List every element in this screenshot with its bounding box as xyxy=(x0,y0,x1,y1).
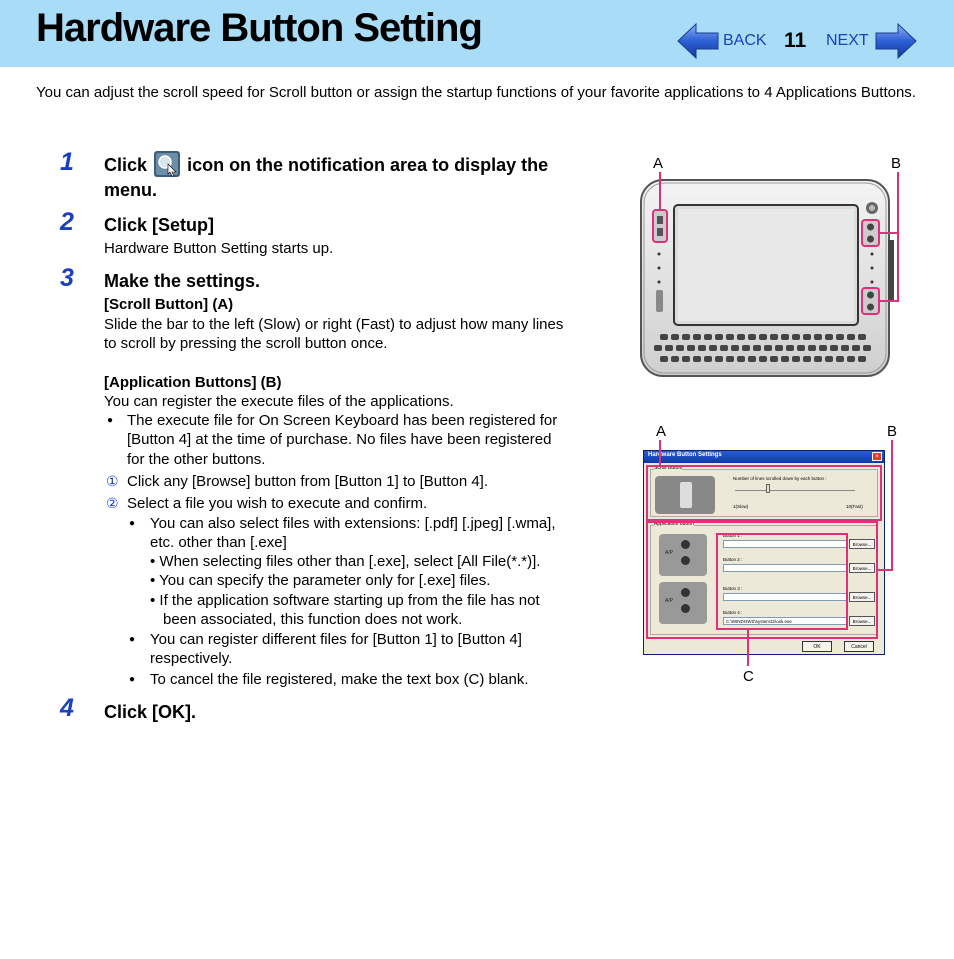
step-2-number: 2 xyxy=(60,208,74,236)
button1-label: Button 1 : xyxy=(723,533,743,538)
step-2-body: Hardware Button Setting starts up. xyxy=(104,240,334,257)
bullet-icon: ● xyxy=(129,518,136,529)
step-marker-2: ② xyxy=(106,495,119,511)
intro-text: You can adjust the scroll speed for Scroll button or assign the startup functions of your favorite applications to 4 Applications Buttons. xyxy=(36,84,916,101)
scroll-text-line1: Slide the bar to the left (Slow) or right (Fast) to adjust how many lines xyxy=(104,316,564,333)
dot2-text: You can specify the parameter only for [.exe] files. xyxy=(159,572,491,589)
step-1-text-before: Click xyxy=(104,155,148,175)
sub2-line1: You can register different files for [Button 1] to [Button 4] xyxy=(150,631,522,648)
app-group-label: Application button xyxy=(654,521,694,527)
button4-label: Button 4 : xyxy=(723,610,743,615)
step-1-number: 1 xyxy=(60,148,74,176)
step-3-number: 3 xyxy=(60,264,74,292)
sub2-line2: respectively. xyxy=(150,650,233,667)
dot-item-3: • If the application software starting up from the file has not xyxy=(150,592,540,609)
step-1-heading xyxy=(104,153,548,178)
dot1-text: When selecting files other than [.exe], select [All File(*.*)]. xyxy=(159,553,541,570)
header-bar xyxy=(0,0,954,67)
step-2-heading: Click [Setup] xyxy=(104,215,215,235)
button3-label: Button 3 : xyxy=(723,586,743,591)
device-illustration xyxy=(636,150,908,382)
step-marker-1: ① xyxy=(106,473,119,489)
dot3-text: If the application software starting up from the file has not xyxy=(159,592,540,609)
scroll-text-line2: to scroll by pressing the scroll button once. xyxy=(104,335,388,352)
step-4-heading: Click [OK]. xyxy=(104,702,197,722)
sub1-line1: You can also select files with extensions: [.pdf] [.jpeg] [.wma], xyxy=(150,515,556,532)
ap-label: A/P xyxy=(665,550,674,556)
hardware-button-setting-icon xyxy=(154,151,180,177)
application-buttons-heading: [Application Buttons] (B) xyxy=(104,374,282,391)
dialog-title: Hardware Button Settings xyxy=(648,452,722,458)
figure1-label-b: B xyxy=(891,155,902,172)
page-number: 11 xyxy=(784,29,807,52)
fast-label: 10(Fast) xyxy=(846,504,863,509)
bullet-icon: ● xyxy=(129,634,136,645)
back-link[interactable]: BACK xyxy=(723,32,767,49)
bullet-icon: ● xyxy=(129,674,136,685)
page-title: Hardware Button Setting xyxy=(36,6,482,50)
browse-button-1[interactable]: Browse... xyxy=(849,539,875,549)
step-3-heading: Make the settings. xyxy=(104,271,261,291)
item1-text: Click any [Browse] button from [Button 1] to [Button 4]. xyxy=(127,473,489,490)
scroll-group-label: Scroll Button xyxy=(654,465,683,471)
browse-button-4[interactable]: Browse... xyxy=(849,616,875,626)
scroll-button-heading: [Scroll Button] (A) xyxy=(104,296,234,313)
settings-dialog-figure xyxy=(640,420,900,690)
button2-label: Button 2 : xyxy=(723,557,743,562)
device-figure xyxy=(636,150,908,382)
leader-lines xyxy=(640,420,900,690)
next-arrow-icon[interactable] xyxy=(874,22,918,60)
dot-item-1: • When selecting files other than [.exe], select [All File(*.*)]. xyxy=(150,553,541,570)
bullet-icon: ● xyxy=(107,415,114,426)
figure2-label-b: B xyxy=(887,423,898,440)
sub3-text: To cancel the file registered, make the text box (C) blank. xyxy=(150,671,529,688)
back-arrow-icon[interactable] xyxy=(676,22,720,60)
app-text-line1: You can register the execute files of the applications. xyxy=(104,393,454,410)
button4-field[interactable]: C:\WINDOWS\system32\osk.exe xyxy=(723,617,847,625)
scroll-description: Number of lines scrolled down by each button : xyxy=(733,476,827,481)
slow-label: 1(Slow) xyxy=(733,504,749,509)
ap-label: A/P xyxy=(665,598,674,604)
sub1-line2: etc. other than [.exe] xyxy=(150,534,287,551)
dot-item-2: • You can specify the parameter only for [.exe] files. xyxy=(150,572,491,589)
dot3-line2: been associated, this function does not work. xyxy=(163,611,463,628)
figure1-label-a: A xyxy=(653,155,664,172)
bullet1-line1: The execute file for On Screen Keyboard has been registered for xyxy=(127,412,558,429)
close-icon[interactable]: × xyxy=(872,452,882,461)
step-1-heading-line2: menu. xyxy=(104,180,158,200)
bullet1-line3: for the other buttons. xyxy=(127,451,266,468)
next-link[interactable]: NEXT xyxy=(826,32,869,49)
bullet1-line2: [Button 4] at the time of purchase. No files have been registered xyxy=(127,431,552,448)
step-4-number: 4 xyxy=(60,694,74,722)
ok-button[interactable]: OK xyxy=(802,641,832,652)
browse-button-2[interactable]: Browse... xyxy=(849,563,875,573)
cancel-button[interactable]: Cancel xyxy=(844,641,874,652)
figure2-label-c: C xyxy=(743,668,754,685)
figure2-label-a: A xyxy=(656,423,667,440)
browse-button-3[interactable]: Browse... xyxy=(849,592,875,602)
step-1-text-after: icon on the notification area to display the xyxy=(187,155,549,175)
item2-text: Select a file you wish to execute and confirm. xyxy=(127,495,428,512)
